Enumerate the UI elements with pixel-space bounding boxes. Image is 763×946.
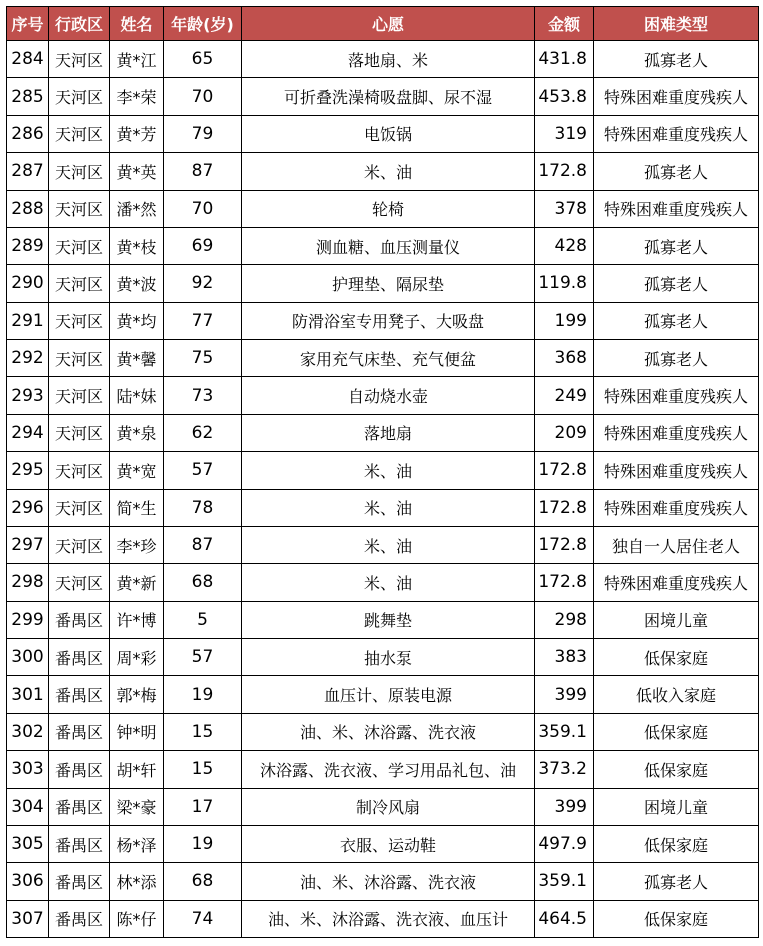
cell-district: 天河区: [49, 227, 110, 264]
cell-wish: 跳舞垫: [242, 601, 535, 638]
cell-district: 天河区: [49, 190, 110, 227]
cell-amount: 209: [535, 414, 594, 451]
cell-wish: 米、油: [242, 526, 535, 563]
cell-index: 297: [7, 526, 49, 563]
table-row: [7, 489, 759, 526]
cell-index: 288: [7, 190, 49, 227]
cell-hardship-type: 低保家庭: [594, 713, 759, 750]
cell-name: 胡*轩: [110, 751, 164, 788]
cell-name: 陆*妹: [110, 377, 164, 414]
cell-name: 黄*芳: [110, 115, 164, 152]
table-row: [7, 227, 759, 264]
cell-index: 291: [7, 302, 49, 339]
cell-name: 钟*明: [110, 713, 164, 750]
cell-age: 79: [164, 115, 242, 152]
cell-name: 周*彩: [110, 639, 164, 676]
cell-wish: 可折叠洗澡椅吸盘脚、尿不湿: [242, 78, 535, 115]
cell-wish: 护理垫、隔尿垫: [242, 265, 535, 302]
cell-district: 天河区: [49, 526, 110, 563]
cell-index: 302: [7, 713, 49, 750]
cell-wish: 油、米、沐浴露、洗衣液: [242, 713, 535, 750]
header-amount: 金额: [535, 7, 594, 41]
cell-name: 郭*梅: [110, 676, 164, 713]
cell-name: 黄*波: [110, 265, 164, 302]
cell-name: 许*博: [110, 601, 164, 638]
cell-amount: 373.2: [535, 751, 594, 788]
cell-hardship-type: 特殊困难重度残疾人: [594, 115, 759, 152]
cell-hardship-type: 低保家庭: [594, 900, 759, 937]
table-row: [7, 601, 759, 638]
cell-hardship-type: 孤寡老人: [594, 265, 759, 302]
cell-name: 潘*然: [110, 190, 164, 227]
wish-table-container: [6, 6, 759, 938]
cell-wish: 米、油: [242, 489, 535, 526]
header-name: 姓名: [110, 7, 164, 41]
cell-age: 75: [164, 340, 242, 377]
cell-amount: 172.8: [535, 153, 594, 190]
table-row: [7, 526, 759, 563]
header-wish: 心愿: [242, 7, 535, 41]
cell-wish: 防滑浴室专用凳子、大吸盘: [242, 302, 535, 339]
cell-age: 57: [164, 639, 242, 676]
cell-amount: 383: [535, 639, 594, 676]
cell-age: 87: [164, 526, 242, 563]
cell-district: 番禺区: [49, 676, 110, 713]
cell-hardship-type: 孤寡老人: [594, 153, 759, 190]
cell-index: 292: [7, 340, 49, 377]
cell-name: 黄*英: [110, 153, 164, 190]
cell-wish: 家用充气床垫、充气便盆: [242, 340, 535, 377]
cell-index: 301: [7, 676, 49, 713]
cell-index: 294: [7, 414, 49, 451]
cell-name: 梁*豪: [110, 788, 164, 825]
cell-hardship-type: 孤寡老人: [594, 340, 759, 377]
table-row: [7, 863, 759, 900]
cell-age: 57: [164, 452, 242, 489]
cell-district: 番禺区: [49, 863, 110, 900]
table-body: [7, 41, 759, 938]
header-row: [7, 7, 759, 41]
cell-index: 285: [7, 78, 49, 115]
cell-age: 19: [164, 825, 242, 862]
cell-name: 陈*仔: [110, 900, 164, 937]
cell-wish: 轮椅: [242, 190, 535, 227]
cell-hardship-type: 低保家庭: [594, 639, 759, 676]
cell-amount: 399: [535, 788, 594, 825]
cell-hardship-type: 低收入家庭: [594, 676, 759, 713]
cell-district: 番禺区: [49, 825, 110, 862]
cell-hardship-type: 特殊困难重度残疾人: [594, 564, 759, 601]
cell-district: 天河区: [49, 78, 110, 115]
cell-amount: 464.5: [535, 900, 594, 937]
cell-amount: 172.8: [535, 564, 594, 601]
cell-district: 番禺区: [49, 713, 110, 750]
cell-district: 天河区: [49, 414, 110, 451]
cell-index: 287: [7, 153, 49, 190]
cell-name: 黄*江: [110, 41, 164, 78]
cell-district: 番禺区: [49, 639, 110, 676]
cell-wish: 测血糖、血压测量仪: [242, 227, 535, 264]
cell-hardship-type: 孤寡老人: [594, 227, 759, 264]
cell-district: 番禺区: [49, 601, 110, 638]
cell-name: 黄*均: [110, 302, 164, 339]
cell-index: 296: [7, 489, 49, 526]
cell-age: 17: [164, 788, 242, 825]
cell-district: 天河区: [49, 41, 110, 78]
cell-wish: 自动烧水壶: [242, 377, 535, 414]
cell-hardship-type: 低保家庭: [594, 751, 759, 788]
table-row: [7, 676, 759, 713]
table-row: [7, 639, 759, 676]
table-row: [7, 751, 759, 788]
cell-district: 天河区: [49, 564, 110, 601]
cell-wish: 油、米、沐浴露、洗衣液: [242, 863, 535, 900]
cell-amount: 368: [535, 340, 594, 377]
cell-age: 65: [164, 41, 242, 78]
table-row: [7, 713, 759, 750]
cell-name: 简*生: [110, 489, 164, 526]
cell-district: 番禺区: [49, 751, 110, 788]
cell-amount: 378: [535, 190, 594, 227]
table-row: [7, 340, 759, 377]
table-row: [7, 190, 759, 227]
cell-age: 68: [164, 564, 242, 601]
cell-hardship-type: 困境儿童: [594, 788, 759, 825]
cell-age: 73: [164, 377, 242, 414]
header-age: 年龄(岁): [164, 7, 242, 41]
table-row: [7, 115, 759, 152]
table-row: [7, 452, 759, 489]
cell-amount: 319: [535, 115, 594, 152]
table-row: [7, 788, 759, 825]
cell-hardship-type: 特殊困难重度残疾人: [594, 190, 759, 227]
cell-district: 天河区: [49, 115, 110, 152]
cell-index: 290: [7, 265, 49, 302]
cell-index: 298: [7, 564, 49, 601]
cell-amount: 199: [535, 302, 594, 339]
cell-amount: 172.8: [535, 489, 594, 526]
cell-district: 天河区: [49, 265, 110, 302]
cell-wish: 制冷风扇: [242, 788, 535, 825]
cell-district: 天河区: [49, 153, 110, 190]
cell-index: 304: [7, 788, 49, 825]
cell-amount: 453.8: [535, 78, 594, 115]
cell-name: 李*珍: [110, 526, 164, 563]
cell-wish: 落地扇、米: [242, 41, 535, 78]
cell-age: 74: [164, 900, 242, 937]
table-row: [7, 414, 759, 451]
cell-hardship-type: 孤寡老人: [594, 863, 759, 900]
cell-amount: 172.8: [535, 452, 594, 489]
cell-hardship-type: 孤寡老人: [594, 41, 759, 78]
cell-name: 黄*馨: [110, 340, 164, 377]
cell-name: 黄*泉: [110, 414, 164, 451]
cell-amount: 399: [535, 676, 594, 713]
cell-index: 303: [7, 751, 49, 788]
cell-wish: 油、米、沐浴露、洗衣液、血压计: [242, 900, 535, 937]
cell-wish: 米、油: [242, 153, 535, 190]
cell-index: 305: [7, 825, 49, 862]
cell-amount: 359.1: [535, 713, 594, 750]
cell-name: 林*添: [110, 863, 164, 900]
cell-name: 黄*枝: [110, 227, 164, 264]
header-index: 序号: [7, 7, 49, 41]
cell-name: 黄*新: [110, 564, 164, 601]
cell-wish: 衣服、运动鞋: [242, 825, 535, 862]
cell-age: 92: [164, 265, 242, 302]
cell-amount: 497.9: [535, 825, 594, 862]
cell-index: 289: [7, 227, 49, 264]
table-row: [7, 900, 759, 937]
cell-age: 69: [164, 227, 242, 264]
cell-index: 284: [7, 41, 49, 78]
cell-age: 78: [164, 489, 242, 526]
cell-hardship-type: 特殊困难重度残疾人: [594, 377, 759, 414]
cell-amount: 249: [535, 377, 594, 414]
table-row: [7, 825, 759, 862]
cell-name: 杨*泽: [110, 825, 164, 862]
table-row: [7, 41, 759, 78]
cell-name: 李*荣: [110, 78, 164, 115]
cell-age: 70: [164, 190, 242, 227]
cell-hardship-type: 孤寡老人: [594, 302, 759, 339]
table-row: [7, 153, 759, 190]
cell-hardship-type: 特殊困难重度残疾人: [594, 452, 759, 489]
cell-hardship-type: 特殊困难重度残疾人: [594, 489, 759, 526]
cell-age: 87: [164, 153, 242, 190]
cell-age: 5: [164, 601, 242, 638]
cell-hardship-type: 困境儿童: [594, 601, 759, 638]
cell-wish: 落地扇: [242, 414, 535, 451]
cell-age: 77: [164, 302, 242, 339]
cell-hardship-type: 特殊困难重度残疾人: [594, 78, 759, 115]
cell-district: 天河区: [49, 452, 110, 489]
cell-district: 天河区: [49, 489, 110, 526]
cell-age: 15: [164, 751, 242, 788]
cell-wish: 血压计、原装电源: [242, 676, 535, 713]
cell-name: 黄*宽: [110, 452, 164, 489]
cell-amount: 428: [535, 227, 594, 264]
cell-index: 300: [7, 639, 49, 676]
table-row: [7, 78, 759, 115]
cell-hardship-type: 低保家庭: [594, 825, 759, 862]
cell-age: 19: [164, 676, 242, 713]
cell-district: 天河区: [49, 302, 110, 339]
cell-amount: 431.8: [535, 41, 594, 78]
wish-table: [6, 6, 759, 938]
cell-amount: 359.1: [535, 863, 594, 900]
cell-age: 68: [164, 863, 242, 900]
cell-age: 70: [164, 78, 242, 115]
cell-age: 62: [164, 414, 242, 451]
cell-amount: 298: [535, 601, 594, 638]
header-hardship-type: 困难类型: [594, 7, 759, 41]
cell-index: 286: [7, 115, 49, 152]
cell-amount: 172.8: [535, 526, 594, 563]
cell-wish: 米、油: [242, 452, 535, 489]
cell-hardship-type: 特殊困难重度残疾人: [594, 414, 759, 451]
table-row: [7, 265, 759, 302]
cell-wish: 抽水泵: [242, 639, 535, 676]
cell-district: 天河区: [49, 340, 110, 377]
cell-wish: 米、油: [242, 564, 535, 601]
cell-index: 307: [7, 900, 49, 937]
cell-hardship-type: 独自一人居住老人: [594, 526, 759, 563]
cell-age: 15: [164, 713, 242, 750]
cell-index: 306: [7, 863, 49, 900]
cell-index: 293: [7, 377, 49, 414]
table-row: [7, 302, 759, 339]
cell-district: 番禺区: [49, 900, 110, 937]
cell-district: 天河区: [49, 377, 110, 414]
cell-district: 番禺区: [49, 788, 110, 825]
cell-wish: 沐浴露、洗衣液、学习用品礼包、油: [242, 751, 535, 788]
cell-wish: 电饭锅: [242, 115, 535, 152]
cell-amount: 119.8: [535, 265, 594, 302]
cell-index: 295: [7, 452, 49, 489]
cell-index: 299: [7, 601, 49, 638]
table-row: [7, 564, 759, 601]
header-district: 行政区: [49, 7, 110, 41]
table-row: [7, 377, 759, 414]
